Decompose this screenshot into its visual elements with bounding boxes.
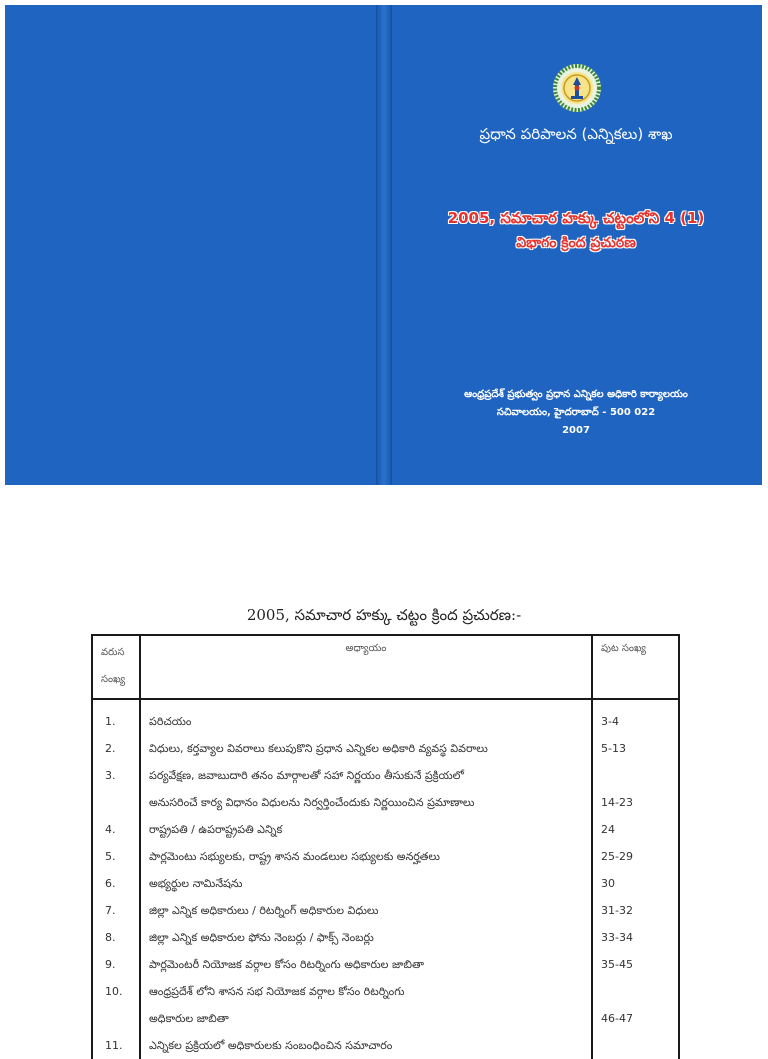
publisher-office: ఆంధ్రప్రదేశ్ ప్రభుత్వం ప్రధాన ఎన్నికల అధికారి కార్యాలయం [464,389,688,400]
chapter-title-line: పర్యవేక్షణ, జవాబుదారి తనం మార్గాలతో సహా నిర్ణయం తీసుకునే ప్రక్రియలో [149,769,464,782]
serial-number-text: 3. [105,769,116,782]
row-chapter-title [140,735,592,762]
contents-row [92,870,679,897]
publication-year: 2007 [562,425,590,436]
row-serial-number [92,843,140,870]
page-range-text: 14-23 [601,796,633,809]
row-serial-number [92,708,140,735]
page-range-text: 24 [601,823,615,836]
contents-row [92,951,679,978]
chapter-title-line: పరిచయం [149,715,192,728]
row-chapter-title [140,762,592,816]
cover-title-line1: 2005, సమాచార హక్కు చట్టంలోని 4 (1) [447,209,705,227]
page-range-text: 35-45 [601,958,633,971]
cover-title-line2: విభాగం క్రింద ప్రచురణ [516,235,636,251]
book-cover [5,5,762,485]
chapter-title-line: అధికారుల జాబితా [149,1012,229,1025]
row-chapter-title [140,924,592,951]
page-range-text: 30 [601,877,615,890]
serial-number-text: 7. [105,904,116,917]
contents-row [92,1032,679,1059]
contents-body [92,699,679,1059]
row-chapter-title [140,897,592,924]
page-range-spacer [601,762,678,789]
chapter-title-line: ఎన్నికల ప్రక్రియలో అధికారులకు సంబంధించిన సమాచారం [149,1039,393,1052]
serial-number-text: 8. [105,931,116,944]
publisher-address: సచివాలయం, హైదరాబాద్ - 500 022 [496,407,656,418]
row-serial-number [92,897,140,924]
row-chapter-title [140,870,592,897]
page-range-text: 25-29 [601,850,633,863]
serial-number-text: 11. [105,1039,123,1052]
page-range-text: 46-47 [601,1012,633,1025]
contents-row [92,708,679,735]
row-serial-number [92,870,140,897]
row-chapter-title [140,816,592,843]
back-cover [5,5,376,485]
serial-number-text: 9. [105,958,116,971]
row-chapter-title [140,708,592,735]
serial-number-text: 4. [105,823,116,836]
row-chapter-title [140,951,592,978]
contents-header-row [92,635,679,699]
contents-row [92,843,679,870]
page-range-text: 31-32 [601,904,633,917]
contents-row [92,735,679,762]
serial-number-text: 1. [105,715,116,728]
contents-table [91,634,680,1059]
serial-column-header [92,635,140,699]
row-serial-number [92,816,140,843]
front-cover [390,5,762,485]
chapter-title-line: అభ్యర్థుల నామినేషను [149,877,243,890]
contents-row [92,924,679,951]
chapter-title-line: అనుసరించే కార్య విధానం విధులను నిర్వర్తించేందుకు నిర్ణయించిన ప్రమాణాలు [149,796,475,809]
row-page-range [592,1032,679,1059]
page-range-text: 33-34 [601,931,633,944]
row-serial-number [92,762,140,816]
row-serial-number [92,735,140,762]
row-page-range [592,897,679,924]
row-page-range [592,816,679,843]
contents-row [92,897,679,924]
row-page-range [592,843,679,870]
contents-heading: 2005, సమాచార హక్కు చట్టం క్రింద ప్రచురణ:- [246,606,522,624]
page-column-header: పుట సంఖ్య [592,635,679,699]
row-page-range [592,870,679,897]
serial-number-text: 10. [105,985,123,998]
page-range-text: 3-4 [601,715,619,728]
page-range-text: 5-13 [601,742,626,755]
row-chapter-title [140,843,592,870]
andhra-pradesh-emblem-icon [552,63,602,113]
contents-row [92,816,679,843]
chapter-title-line: ఆంధ్రప్రదేశ్ లోని శాసన సభ నియోజక వర్గాల కోసం రిటర్నింగు [149,985,405,998]
serial-number-text: 6. [105,877,116,890]
row-serial-number [92,1032,140,1059]
serial-number-text: 2. [105,742,116,755]
chapter-title-line: రాష్ట్రపతి / ఉపరాష్ట్రపతి ఎన్నిక [149,823,283,836]
row-serial-number [92,951,140,978]
chapter-title-line: పార్లమెంటు సభ్యులకు, రాష్ట్ర శాసన మండలుల సభ్యులకు అనర్హతలు [149,850,440,863]
contents-row [92,762,679,816]
serial-header-line1: వరుస [101,647,125,658]
row-page-range [592,951,679,978]
page-range-spacer [601,978,678,1005]
chapter-title-line: విధులు, కర్తవ్యాల వివరాలు కలుపుకొని ప్రధాన ఎన్నికల అధికారి వ్యవస్థ వివరాలు [149,742,488,755]
chapter-column-header: అధ్యాయం [140,635,592,699]
chapter-title-line: పార్లమెంటరీ నియోజక వర్గాల కోసం రిటర్నింగు అధికారుల జాబితా [149,958,424,971]
row-page-range [592,708,679,735]
chapter-title-line: జిల్లా ఎన్నిక అధికారుల ఫోను నెంబర్లు / ఫాక్స్ నెంబర్లు [149,931,374,944]
serial-number-text: 5. [105,850,116,863]
serial-header-line2: సంఖ్య [101,674,126,685]
row-chapter-title [140,1032,592,1059]
row-page-range [592,924,679,951]
chapter-title-line: జిల్లా ఎన్నిక అధికారులు / రిటర్నింగ్ అధికారుల విధులు [149,904,379,917]
page-range-text [601,1032,678,1059]
department-name: ప్రధాన పరిపాలన (ఎన్నికలు) శాఖ [479,125,673,143]
row-page-range [592,735,679,762]
row-page-range [592,762,679,816]
row-serial-number [92,924,140,951]
